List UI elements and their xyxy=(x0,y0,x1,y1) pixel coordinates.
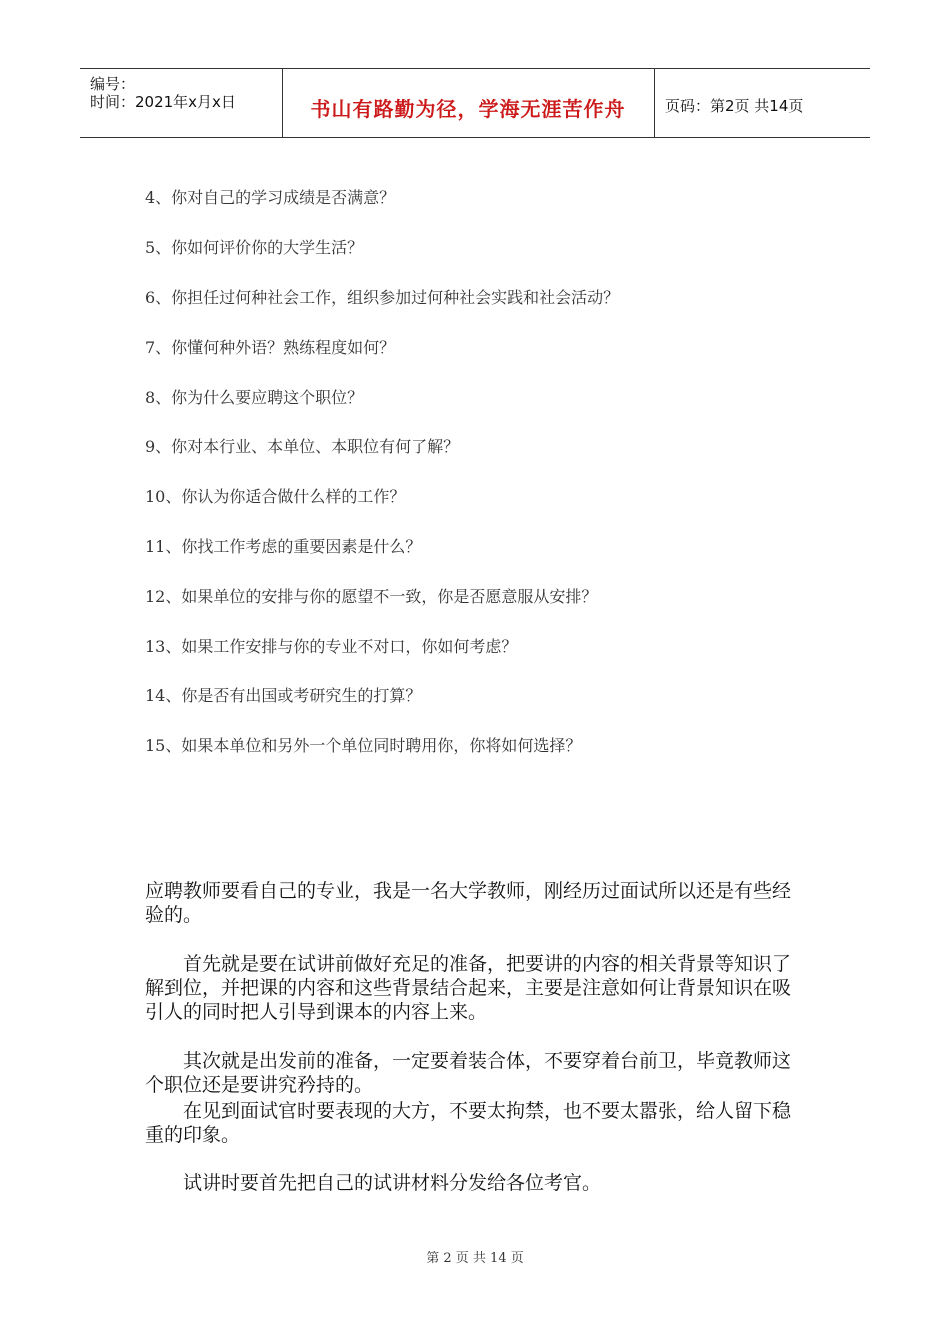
header-info-cell xyxy=(80,69,283,137)
body-paragraph: 其次就是出发前的准备，一定要着装合体，不要穿着台前卫，毕竟教师这个职位还是要讲究矜持的。 xyxy=(145,1050,792,1096)
question-item: 9、你对本行业、本单位、本职位有何了解？ xyxy=(145,437,460,456)
question-item: 14、你是否有出国或考研究生的打算？ xyxy=(145,686,422,705)
question-item: 8、你为什么要应聘这个职位？ xyxy=(145,388,364,407)
body-paragraph: 应聘教师要看自己的专业，我是一名大学教师，刚经历过面试所以还是有些经验的。 xyxy=(145,880,792,926)
question-item: 4、你对自己的学习成绩是否满意？ xyxy=(145,188,396,207)
header-motto-cell xyxy=(282,69,655,137)
question-item: 10、你认为你适合做什么样的工作？ xyxy=(145,487,406,506)
question-item: 5、你如何评价你的大学生活？ xyxy=(145,238,364,257)
document-number-label: 编号： xyxy=(90,75,136,93)
header-page-cell xyxy=(655,69,870,137)
question-item: 15、如果本单位和另外一个单位同时聘用你，你将如何选择？ xyxy=(145,736,582,755)
page-footer: 第 2 页 共 14 页 xyxy=(426,1251,524,1266)
question-item: 6、你担任过何种社会工作，组织参加过何种社会实践和社会活动？ xyxy=(145,288,620,307)
document-header xyxy=(80,68,870,138)
header-motto: 书山有路勤为径，学海无涯苦作舟 xyxy=(310,97,626,121)
question-item: 7、你懂何种外语？熟练程度如何？ xyxy=(145,338,396,357)
header-page-number: 页码：第2页 共14页 xyxy=(665,97,804,115)
body-paragraph: 首先就是要在试讲前做好充足的准备，把要讲的内容的相关背景等知识了解到位，并把课的内容和这些背景结合起来，主要是注意如何让背景知识在吸引人的同时把人引导到课本的内容上来。 xyxy=(145,953,792,1023)
question-item: 11、你找工作考虑的重要因素是什么？ xyxy=(145,537,422,556)
body-paragraph: 在见到面试官时要表现的大方，不要太拘禁，也不要太嚣张，给人留下稳重的印象。 xyxy=(145,1100,792,1146)
document-date-label: 时间：2021年x月x日 xyxy=(90,93,236,111)
question-item: 12、如果单位的安排与你的愿望不一致，你是否愿意服从安排？ xyxy=(145,587,598,606)
body-paragraph: 试讲时要首先把自己的试讲材料分发给各位考官。 xyxy=(183,1172,602,1194)
question-item: 13、如果工作安排与你的专业不对口，你如何考虑？ xyxy=(145,637,518,656)
